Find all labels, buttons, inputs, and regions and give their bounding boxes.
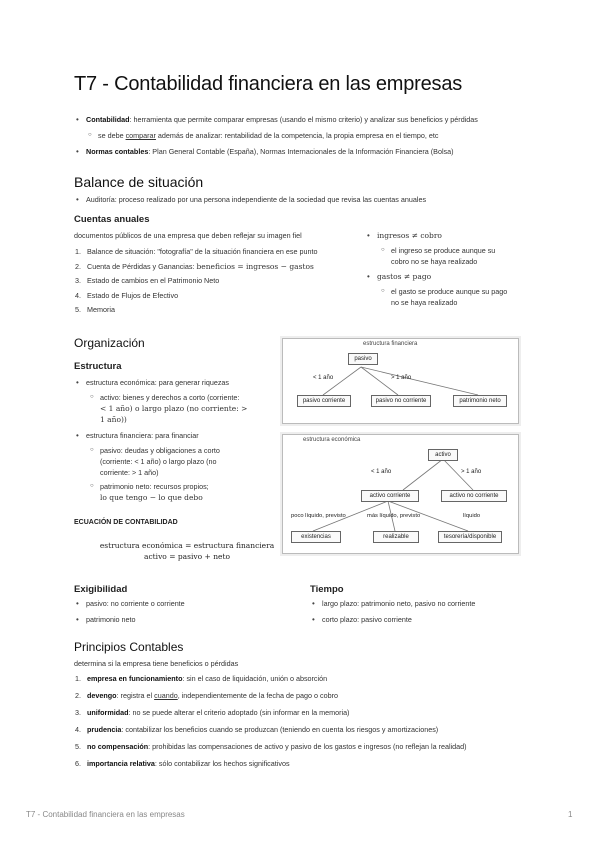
page-title: T7 - Contabilidad financiera en las empresas (74, 73, 463, 95)
list-item (377, 271, 537, 282)
list-item (75, 758, 547, 769)
cuando-link[interactable]: cuando (154, 691, 178, 700)
item-number: 1. (75, 247, 81, 256)
ecuacion-block (74, 540, 300, 562)
node-activo-no-corriente: activo no corriente (441, 490, 507, 502)
item-text: 1 año)) (100, 415, 127, 424)
node-pasivo-no-corriente: pasivo no corriente (371, 395, 431, 407)
tiempo-list (322, 598, 542, 625)
item-text: no se haya realizado (391, 298, 458, 307)
gastos-math: gastos ≠ pago (377, 272, 432, 281)
edge-label-a: poco líquido, previsto (291, 513, 346, 519)
item-text: Estado de cambios en el Patrimonio Neto (87, 276, 220, 285)
item-text: Memoria (87, 305, 115, 314)
node-activo: activo (428, 449, 458, 461)
edge-label-b: más líquido, previsto (367, 513, 421, 519)
auditoria-list (86, 194, 546, 205)
node-pasivo-corriente: pasivo corriente (297, 395, 351, 407)
item-text: ○ patrimonio neto: recursos propios; (100, 482, 209, 491)
item-text: ○ el ingreso se produce aunque su (391, 246, 496, 255)
list-item (100, 392, 286, 425)
term-normas: Normas contables (86, 147, 149, 156)
list-item (75, 741, 547, 752)
diagram-title: estructura financiera (363, 341, 418, 347)
comparar-link[interactable]: comparar (125, 131, 156, 140)
subheading-tiempo: Tiempo (310, 584, 344, 595)
ingresos-gastos-list (377, 230, 537, 308)
section-heading-organizacion: Organización (74, 336, 145, 350)
edge-label-left: < 1 año (313, 375, 334, 381)
edge-line (403, 459, 443, 490)
item-text: : sin el caso de liquidación, unión o absorción (182, 674, 328, 683)
principios-list (75, 673, 547, 769)
list-item (75, 707, 547, 718)
diagram-title: estructura económica (303, 437, 361, 443)
item-term: empresa en funcionamiento (87, 674, 183, 683)
item-text: ○ el gasto se produce aunque su pago (391, 287, 508, 296)
list-item (86, 146, 546, 157)
equation-line: estructura económica = estructura financiera (99, 541, 275, 550)
item-text: cobro no se haya realizado (391, 257, 478, 266)
ecuacion-heading: ECUACIÓN DE CONTABILIDAD (74, 519, 178, 526)
item-text: (corriente: < 1 año) o largo plazo (no (100, 457, 217, 466)
item-number: 3. (75, 276, 81, 285)
item-text: : contabilizar los beneficios cuando se produzcan (teniendo en cuenta los riesgos y amortizaciones) (121, 725, 439, 734)
item-number: 4. (75, 290, 81, 300)
item-term: no compensación (87, 742, 149, 751)
subheading-estructura: Estructura (74, 361, 122, 372)
list-item (75, 290, 357, 301)
diagram-estructura-economica (282, 434, 519, 554)
list-item: • pasivo: no corriente o corriente (86, 598, 286, 609)
item-number: 5. (75, 742, 81, 751)
item-text: : Plan General Contable (España), Normas Internacionales de la Información Financiera (Bolsa) (148, 147, 454, 156)
list-item: • largo plazo: patrimonio neto, pasivo no corriente (322, 598, 542, 609)
item-number: 3. (75, 708, 81, 717)
item-number: 1. (75, 674, 81, 683)
item-number: 2. (75, 691, 81, 700)
edge-label-c: líquido (463, 513, 481, 519)
principios-desc: determina si la empresa tiene beneficios o pérdidas (74, 659, 239, 668)
node-pasivo: pasivo (348, 353, 378, 365)
list-item (75, 690, 547, 701)
list-item (75, 673, 547, 684)
item-text: ○ pasivo: deudas y obligaciones a corto (100, 446, 220, 455)
equation-line: activo = pasivo + neto (143, 552, 230, 561)
item-text: : herramienta que permite comparar empresas (usando el mismo criterio) y analizar sus beneficios y pérdidas (129, 115, 478, 124)
edge-line (361, 367, 478, 395)
item-math: beneficios = ingresos − gastos (196, 261, 314, 271)
item-text: ○ activo: bienes y derechos a corto (corriente: (100, 393, 240, 402)
item-text: Balance de situación: "fotografía" de la situación financiera en ese punto (87, 247, 318, 256)
item-term: devengo (87, 691, 117, 700)
list-item (86, 114, 546, 125)
list-item (75, 724, 547, 735)
item-text: corriente: > 1 año) (100, 468, 159, 477)
term-contabilidad: Contabilidad (86, 115, 130, 124)
list-item: • corto plazo: pasivo corriente (322, 614, 542, 625)
item-text: < 1 año) o largo plazo (no corriente: > (100, 404, 248, 413)
diagram-edges (283, 339, 518, 423)
item-number: 5. (75, 305, 81, 314)
list-item (377, 230, 537, 241)
list-item (391, 245, 537, 267)
exigibilidad-list (86, 598, 286, 625)
item-text: , independientemente de la fecha de pago o cobro (177, 691, 338, 700)
node-activo-corriente: activo corriente (361, 490, 419, 502)
subheading-exigibilidad: Exigibilidad (74, 584, 128, 595)
item-term: prudencia (87, 725, 122, 734)
item-term: importancia relativa (87, 759, 155, 768)
footer-title: T7 - Contabilidad financiera en las empresas (26, 810, 185, 819)
section-heading-principios: Principios Contables (74, 640, 184, 654)
item-number: 2. (75, 261, 81, 271)
list-item (100, 445, 286, 478)
node-patrimonio-neto: patrimonio neto (453, 395, 507, 407)
estructura-list (86, 377, 286, 503)
edge-label-right: > 1 año (391, 375, 412, 381)
list-item (75, 275, 357, 286)
item-text: : no se puede alterar el criterio adoptado (sin informar en la memoria) (128, 708, 350, 717)
page-number: 1 (568, 810, 573, 819)
list-item: • Auditoría: proceso realizado por una persona independiente de la sociedad que revisa las cuentas anuales (86, 194, 546, 205)
node-tesoreria: tesorería/disponible (438, 531, 502, 543)
list-item (75, 261, 357, 272)
list-item (75, 246, 357, 257)
item-number: 4. (75, 725, 81, 734)
node-realizable: realizable (373, 531, 419, 543)
list-item (75, 304, 357, 315)
diagram-estructura-financiera (282, 338, 519, 424)
edge-label-right: > 1 año (461, 469, 482, 475)
item-text: Estado de Flujos de Efectivo (87, 290, 179, 300)
intro-list (86, 114, 546, 157)
item-text: lo que tengo − lo que debo (100, 493, 203, 502)
list-item: • patrimonio neto (86, 614, 286, 625)
item-term: uniformidad (87, 708, 129, 717)
list-item: • estructura económica: para generar riquezas (86, 377, 286, 388)
item-number: 6. (75, 759, 81, 768)
section-heading-balance: Balance de situación (74, 174, 204, 190)
list-item (98, 130, 546, 141)
item-text: : registra el (116, 691, 155, 700)
item-text: se debe (98, 131, 126, 140)
cuentas-list (75, 246, 357, 315)
subheading-cuentas: Cuentas anuales (74, 214, 150, 225)
ingresos-math: ingresos ≠ cobro (377, 231, 442, 240)
list-item (100, 481, 286, 503)
item-text: Cuenta de Pérdidas y Ganancias: (87, 261, 197, 271)
cuentas-desc: documentos públicos de una empresa que deben reflejar su imagen fiel (74, 231, 302, 240)
item-text: : sólo contabilizar los hechos significativos (154, 759, 290, 768)
edge-label-left: < 1 año (371, 469, 392, 475)
item-text: : prohibidas las compensaciones de activo y pasivo de los gastos e ingresos (no reflejan la realidad) (148, 742, 467, 751)
list-item: • estructura financiera: para financiar (86, 430, 286, 441)
edge-line (323, 367, 361, 395)
list-item (391, 286, 537, 308)
node-existencias: existencias (291, 531, 341, 543)
item-text: además de analizar: rentabilidad de la competencia, la propia empresa en el tiempo, etc (155, 131, 439, 140)
